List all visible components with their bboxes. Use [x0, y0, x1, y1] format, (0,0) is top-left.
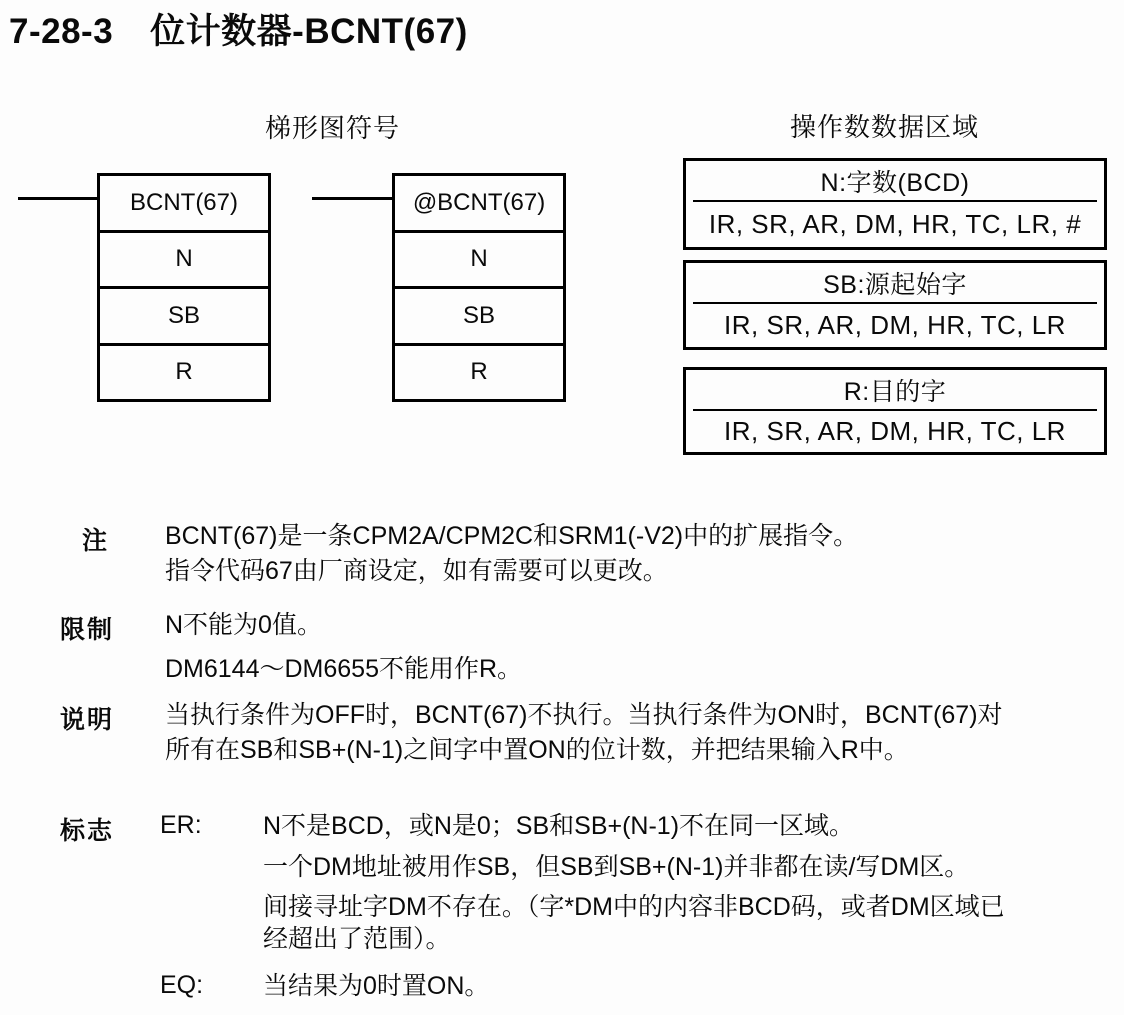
operand-table-sb	[683, 260, 1107, 350]
ladder-cell-operand-r: R	[100, 343, 268, 400]
ladder-cell-mnemonic: BCNT(67)	[129, 188, 238, 216]
description-line: 当执行条件为OFF时，BCNT(67)不执行。当执行条件为ON时，BCNT(67)对	[165, 701, 1003, 729]
page-title	[9, 4, 468, 54]
note-line: 指令代码67由厂商设定，如有需要可以更改。	[165, 557, 668, 585]
section-name: 位计数器-BCNT(67)	[150, 12, 468, 51]
description-line: 所有在SB和SB+(N-1)之间字中置ON的位计数，并把结果输入R中。	[165, 736, 909, 764]
flag-er-line: 一个DM地址被用作SB，但SB到SB+(N-1)并非都在读/写DM区。	[263, 853, 970, 881]
ladder-cell-operand-n: N	[100, 230, 268, 287]
ladder-block-at-bcnt	[392, 173, 566, 402]
flag-er-line: 经超出了范围）。	[263, 925, 451, 953]
ladder-cell-operand-r: R	[395, 343, 563, 400]
operand-table-areas: IR, SR, AR, DM, HR, TC, LR, #	[708, 209, 1082, 239]
flag-er-line: N不是BCD，或N是0；SB和SB+(N-1)不在同一区域。	[263, 812, 855, 840]
flag-name-eq: EQ:	[160, 971, 204, 999]
ladder-cell-operand-sb: SB	[100, 286, 268, 343]
section-label-flags: 标志	[60, 817, 115, 845]
operand-areas-caption: 操作数数据区域	[790, 112, 980, 142]
section-label-limitations: 限制	[60, 616, 115, 644]
ladder-cell-operand-sb: SB	[395, 286, 563, 343]
limitation-line: DM6144～DM6655不能用作R。	[165, 655, 523, 683]
section-number: 7-28-3	[9, 12, 114, 51]
rung-line-right	[312, 197, 392, 200]
rung-line-left	[18, 197, 97, 200]
flag-er-line: 间接寻址字DM不存在。（字*DM中的内容非BCD码，或者DM区域已	[263, 893, 1005, 921]
operand-table-header: N:字数(BCD)	[820, 168, 970, 197]
operand-table-areas: IR, SR, AR, DM, HR, TC, LR	[724, 310, 1066, 340]
operand-table-areas: IR, SR, AR, DM, HR, TC, LR	[724, 416, 1066, 446]
limitation-line: N不能为0值。	[165, 611, 322, 639]
section-label-description: 说明	[60, 706, 115, 734]
ladder-cell-operand-n: N	[395, 230, 563, 287]
ladder-cell-mnemonic: @BCNT(67)	[412, 188, 546, 216]
operand-table-header: R:目的字	[843, 377, 947, 406]
note-line: BCNT(67)是一条CPM2A/CPM2C和SRM1(-V2)中的扩展指令。	[165, 522, 859, 550]
operand-table-header: SB:源起始字	[823, 270, 967, 299]
flag-eq-line: 当结果为0时置ON。	[263, 972, 490, 1000]
operand-table-n	[683, 158, 1107, 250]
flag-name-er: ER:	[160, 811, 202, 839]
section-label-note: 注	[82, 527, 110, 555]
operand-table-r	[683, 367, 1107, 455]
ladder-block-bcnt	[97, 173, 271, 402]
ladder-caption: 梯形图符号	[265, 113, 401, 143]
